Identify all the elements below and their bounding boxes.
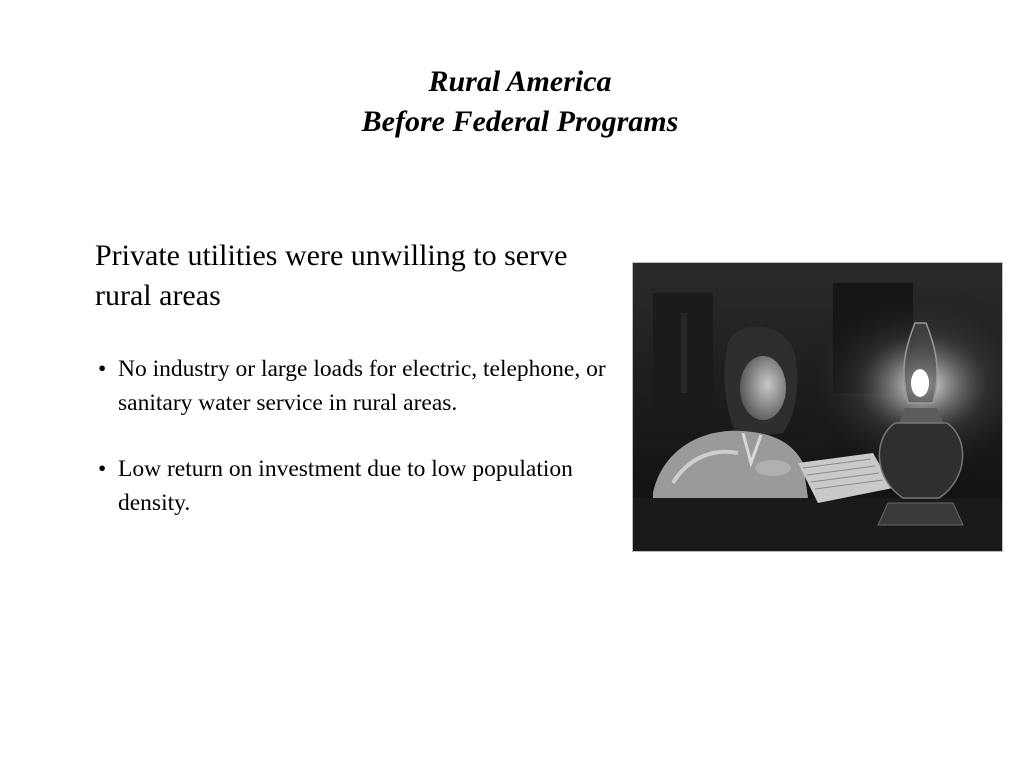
bullet-item-investment [96, 452, 616, 520]
slide-title [200, 62, 840, 142]
bullet-text: Low return on investment due to low population density. [118, 456, 573, 516]
bullet-text: No industry or large loads for electric, telephone, or sanitary water service in rural areas. [118, 356, 606, 416]
title-line-1: Rural America [428, 65, 612, 98]
bullet-item-industry [96, 352, 616, 420]
bullet-marker: • [98, 456, 107, 482]
photo-girl-reading-by-lamp [632, 262, 1003, 552]
title-line-2: Before Federal Programs [361, 105, 679, 138]
bullet-marker: • [98, 356, 107, 382]
main-statement: Private utilities were unwilling to serve rural areas [95, 239, 568, 312]
bullet-list [96, 352, 616, 520]
photo-girl-reading-by-oil-lamp-icon [633, 263, 1003, 552]
